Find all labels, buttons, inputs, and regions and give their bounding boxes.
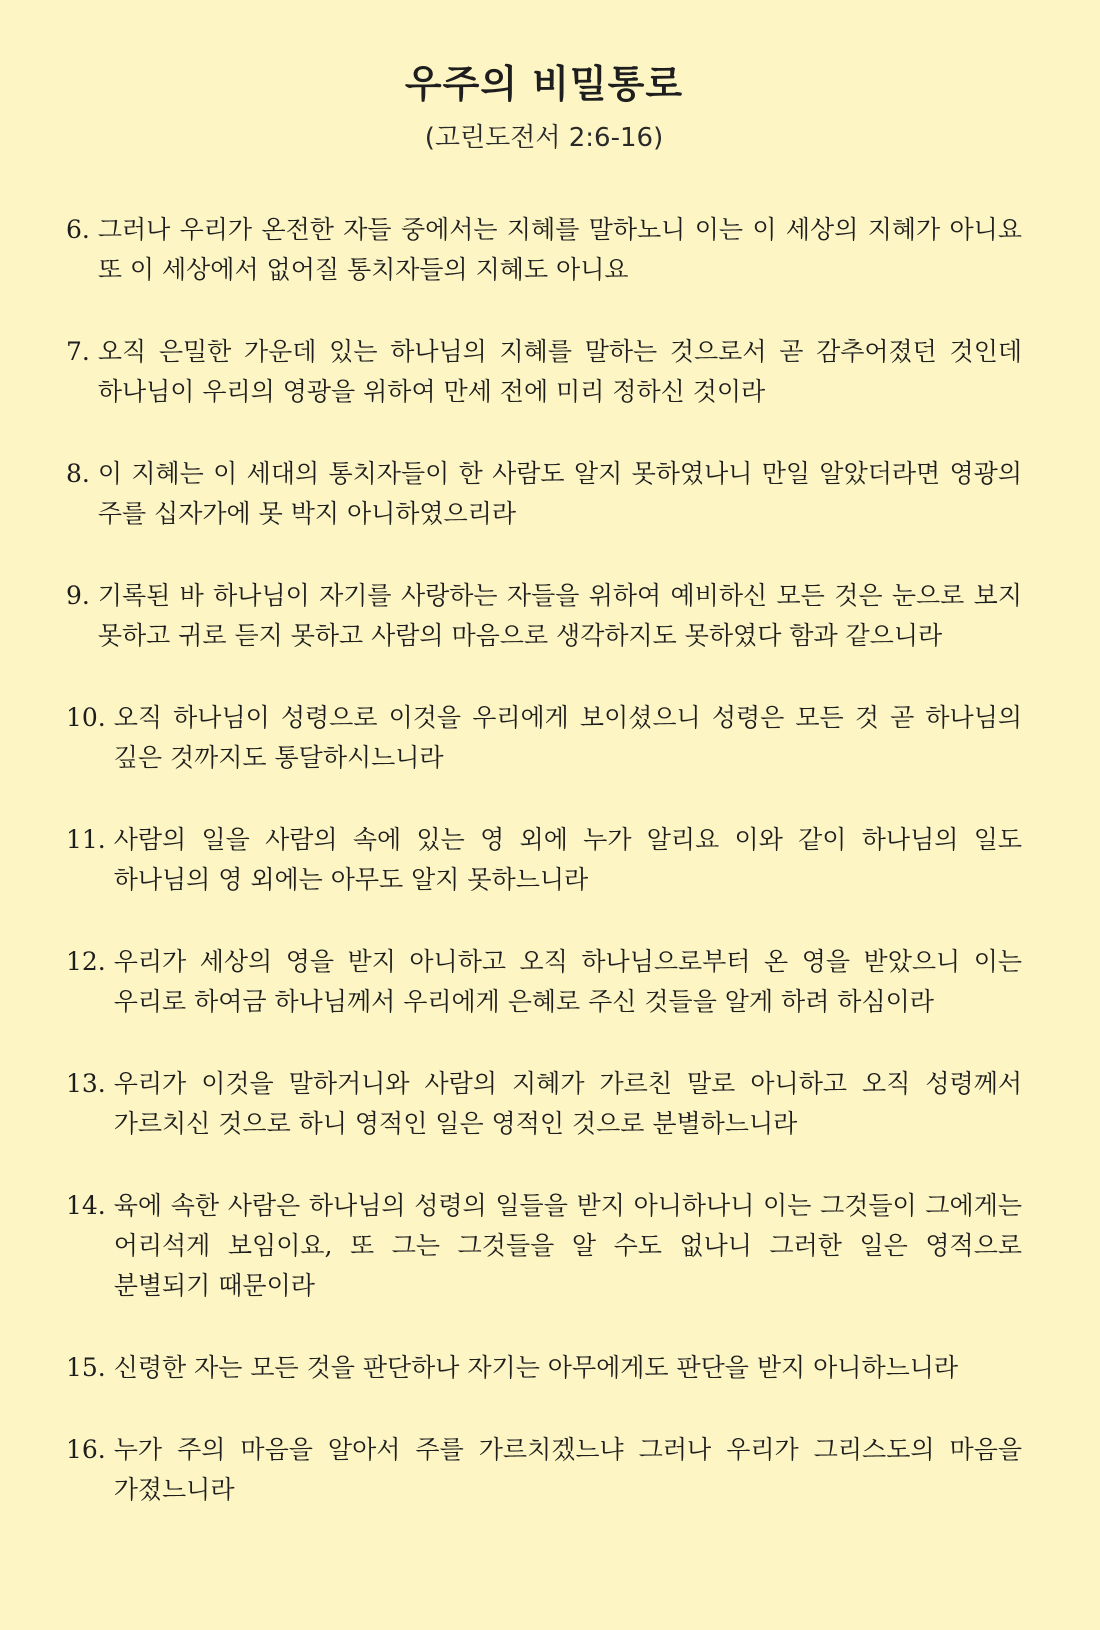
scripture-reference: (고린도전서 2:6-16)	[424, 123, 664, 153]
verse-7	[66, 332, 1022, 412]
verse-number: 13.	[66, 1069, 106, 1098]
verse-13	[66, 1064, 1022, 1144]
verse-number: 6.	[66, 215, 90, 244]
verse-number: 14.	[66, 1191, 106, 1220]
verse-10	[66, 698, 1022, 778]
verse-text: 신령한 자는 모든 것을 판단하나 자기는 아무에게도 판단을 받지 아니하느니라	[113, 1353, 959, 1382]
verse-list	[66, 210, 1022, 1510]
verse-text: 우리가 세상의 영을 받지 아니하고 오직 하나님으로부터 온 영을 받았으니 이는 우리로 하여금 하나님께서 우리에게 은혜로 주신 것들을 알게 하려 하심이라	[113, 947, 1022, 1016]
verse-8	[66, 454, 1022, 534]
verse-number: 8.	[66, 459, 90, 488]
verse-text: 기록된 바 하나님이 자기를 사랑하는 자들을 위하여 예비하신 모든 것은 눈으로 보지 못하고 귀로 듣지 못하고 사람의 마음으로 생각하지도 못하였다 함과 같으니라	[97, 581, 1022, 650]
verse-number: 9.	[66, 581, 90, 610]
page-title: 우주의 비밀통로	[404, 62, 684, 106]
verse-text: 우리가 이것을 말하거니와 사람의 지혜가 가르친 말로 아니하고 오직 성령께서 가르치신 것으로 하니 영적인 일은 영적인 것으로 분별하느니라	[113, 1069, 1022, 1138]
verse-9	[66, 576, 1022, 656]
verse-text: 사람의 일을 사람의 속에 있는 영 외에 누가 알리요 이와 같이 하나님의 일도 하나님의 영 외에는 아무도 알지 못하느니라	[113, 825, 1022, 894]
verse-15	[66, 1348, 1022, 1388]
verse-number: 10.	[66, 703, 106, 732]
verse-16	[66, 1430, 1022, 1510]
verse-number: 15.	[66, 1353, 106, 1382]
verse-6	[66, 210, 1022, 290]
verse-11	[66, 820, 1022, 900]
verse-text: 오직 하나님이 성령으로 이것을 우리에게 보이셨으니 성령은 모든 것 곧 하나님의 깊은 것까지도 통달하시느니라	[113, 703, 1022, 772]
verse-number: 12.	[66, 947, 106, 976]
verse-number: 16.	[66, 1435, 106, 1464]
verse-12	[66, 942, 1022, 1022]
verse-number: 7.	[66, 337, 90, 366]
verse-number: 11.	[66, 825, 106, 854]
verse-14	[66, 1186, 1022, 1306]
verse-text: 그러나 우리가 온전한 자들 중에서는 지혜를 말하노니 이는 이 세상의 지혜가 아니요 또 이 세상에서 없어질 통치자들의 지혜도 아니요	[97, 215, 1022, 284]
verse-text: 육에 속한 사람은 하나님의 성령의 일들을 받지 아니하나니 이는 그것들이 그에게는 어리석게 보임이요, 또 그는 그것들을 알 수도 없나니 그러한 일은 영적으로 분별되기 때문이라	[113, 1191, 1022, 1300]
verse-text: 이 지혜는 이 세대의 통치자들이 한 사람도 알지 못하였나니 만일 알았더라면 영광의 주를 십자가에 못 박지 아니하였으리라	[97, 459, 1022, 528]
verse-text: 누가 주의 마음을 알아서 주를 가르치겠느냐 그러나 우리가 그리스도의 마음을 가졌느니라	[113, 1435, 1022, 1504]
verse-text: 오직 은밀한 가운데 있는 하나님의 지혜를 말하는 것으로서 곧 감추어졌던 것인데 하나님이 우리의 영광을 위하여 만세 전에 미리 정하신 것이라	[97, 337, 1022, 406]
